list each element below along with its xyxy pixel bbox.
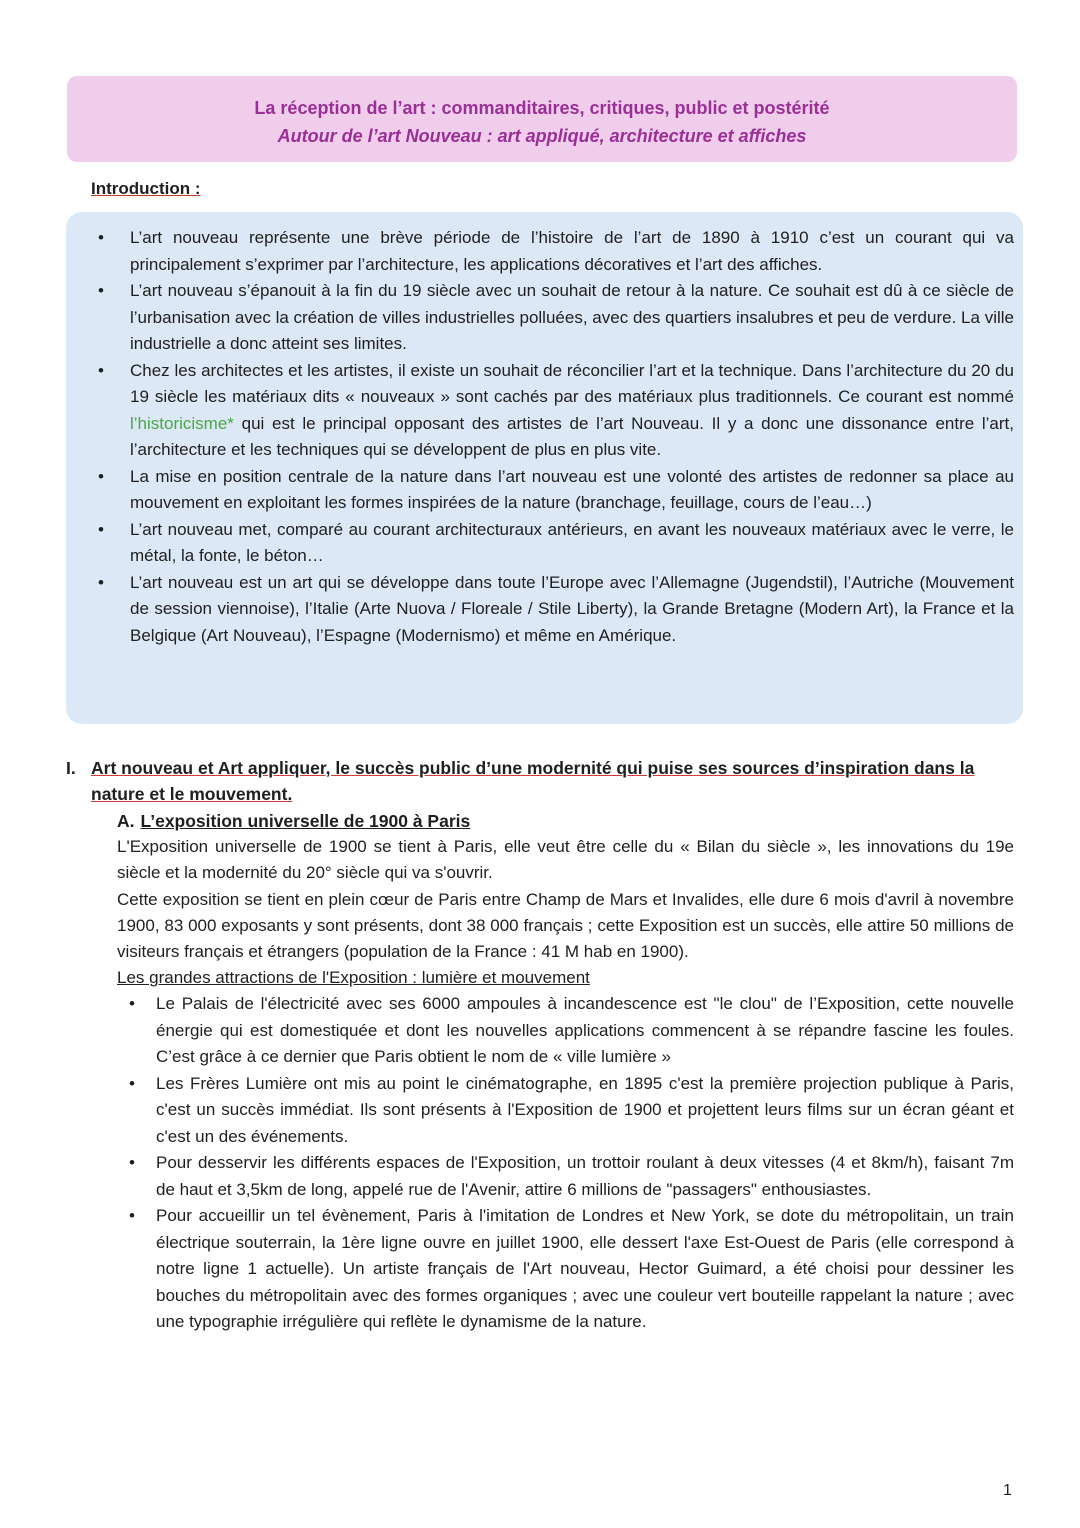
document-title: La réception de l’art : commanditaires, critiques, public et postérité [254, 98, 830, 118]
list-item-text [130, 361, 1014, 460]
text-after: qui est le principal opposant des artistes de l’art Nouveau. Il y a donc une dissonance entre l’art, l’architecture et les techniques qui se développent de plus en plus vite. [130, 413, 1014, 459]
section-i-heading [66, 755, 996, 807]
subsection-letter: A. [117, 811, 135, 831]
title-banner [67, 76, 1017, 162]
bullet-icon: • [129, 1206, 135, 1225]
page-number: 1 [1003, 1482, 1012, 1499]
bullet-icon: • [98, 572, 104, 592]
introduction-heading: Introduction : [91, 179, 201, 198]
attractions-list [127, 991, 1014, 1336]
bullet-icon: • [98, 519, 104, 539]
list-item-text: L’art nouveau est un art qui se développe dans toute l’Europe avec l’Allemagne (Jugendstil), l’Autriche (Mouvement de session viennoise), l’Italie (Arte Nuova / Floreale / Stile Liberty), la Grande Bretagne (Modern Art), la France et la Belgique (Art Nouveau), l’Espagne (Modernismo) et même en Amérique. [130, 572, 1014, 645]
list-item-text: L’art nouveau met, comparé au courant architecturaux antérieurs, en avant les nouveaux matériaux avec le verre, le métal, la fonte, le béton… [130, 519, 1014, 565]
list-item-text: La mise en position centrale de la nature dans l’art nouveau est une volonté des artistes de redonner sa place au mouvement en exploitant les formes inspirées de la nature (branchage, feuillage, cours de l’eau…) [130, 466, 1014, 512]
text-before: Chez les architectes et les artistes, il existe un souhait de réconcilier l’art et la technique. Dans l’architecture du 20 du 19 siècle les matériaux dits « nouveaux » sont cachés par des matériaux plus traditionnels. Ce courant est nommé [130, 360, 1014, 406]
bullet-icon: • [129, 994, 135, 1013]
bullet-icon: • [98, 281, 104, 300]
list-item-text: Les Frères Lumière ont mis au point le cinématographe, en 1895 c'est la première projection publique à Paris, c'est un succès immédiat. Ils sont présents à l'Exposition de 1900 et projettent leurs films sur un écran géant et c'est un des événements. [156, 1073, 1014, 1146]
bullet-icon: • [129, 1073, 135, 1093]
list-item [96, 358, 1014, 464]
list-item-text: Pour desservir les différents espaces de l'Exposition, un trottoir roulant à deux vitesses (4 et 8km/h), faisant 7m de haut et 3,5km de long, appelé rue de l'Avenir, attire 6 millions de "passagers" enthousiastes. [156, 1153, 1014, 1199]
list-item [127, 991, 1014, 1071]
introduction-box [66, 212, 1023, 724]
list-item-text: L’art nouveau s’épanouit à la fin du 19 siècle avec un souhait de retour à la nature. Ce souhait est dû à ce siècle de l’urbanisation avec la création de villes industrielles polluées, avec des quartiers insalubres et peu de verdure. La ville industrielle a donc atteint ses limites. [130, 281, 1014, 353]
list-item [127, 1150, 1014, 1203]
historicisme-term: l’historicisme* [130, 413, 234, 433]
document-subtitle: Autour de l’art Nouveau : art appliqué, architecture et affiches [277, 126, 807, 146]
paragraph: Cette exposition se tient en plein cœur de Paris entre Champ de Mars et Invalides, elle dure 6 mois d'avril à novembre 1900, 83 000 exposants y sont présents, dont 38 000 français ; cette Exposition est un succès, elle attire 50 millions de visiteurs français et étrangers (population de la France : 41 M hab en 1900). [117, 889, 1014, 962]
list-item [96, 464, 1014, 517]
introduction-list [96, 225, 1014, 649]
attractions-heading: Les grandes attractions de l'Exposition : lumière et mouvement [117, 968, 590, 988]
section-title: Art nouveau et Art appliquer, le succès public d’une modernité qui puise ses sources d’inspiration dans la nature et le mouvement. [91, 758, 975, 804]
bullet-icon: • [98, 466, 104, 486]
paragraph: L'Exposition universelle de 1900 se tient à Paris, elle veut être celle du « Bilan du siècle », les innovations du 19e siècle et la modernité du 20° siècle qui va s'ouvrir. [117, 837, 1014, 883]
list-item-text: L’art nouveau représente une brève période de l’histoire de l’art de 1890 à 1910 c’est un courant qui va principalement s’exprimer par l’architecture, les applications décoratives et l’art des affiches. [130, 228, 1014, 274]
list-item [127, 1203, 1014, 1336]
list-item-text: Le Palais de l'électricité avec ses 6000 ampoules à incandescence est "le clou" de l’Exposition, cette nouvelle énergie qui est domestiquée et dont les nouvelles applications commencent à se répandre fascine les foules. C’est grâce à ce dernier que Paris obtient le nom de « ville lumière » [156, 994, 1014, 1066]
bullet-icon: • [98, 360, 104, 380]
subsection-title: L’exposition universelle de 1900 à Paris [140, 811, 471, 831]
bullet-icon: • [129, 1153, 135, 1172]
list-item [96, 225, 1014, 278]
subsection-a-body [117, 834, 1014, 992]
section-number: I. [66, 758, 76, 778]
list-item [96, 278, 1014, 358]
list-item-text: Pour accueillir un tel évènement, Paris à l'imitation de Londres et New York, se dote du métropolitain, un train électrique souterrain, la 1ère ligne ouvre en juillet 1900, elle dessert l'axe Est-Ouest de Paris (elle correspond à notre ligne 1 actuelle). Un artiste français de l'Art nouveau, Hector Guimard, a été choisi pour dessiner les bouches du métropolitain avec des formes organiques ; avec une couleur vert bouteille rappelant la nature ; avec une typographie irrégulière qui reflète le dynamisme de la nature. [156, 1206, 1014, 1331]
list-item [127, 1071, 1014, 1151]
list-item [96, 570, 1014, 650]
attractions-list-container [127, 991, 1014, 1336]
list-item [96, 517, 1014, 570]
subsection-a-heading [117, 808, 470, 834]
bullet-icon: • [98, 228, 104, 247]
